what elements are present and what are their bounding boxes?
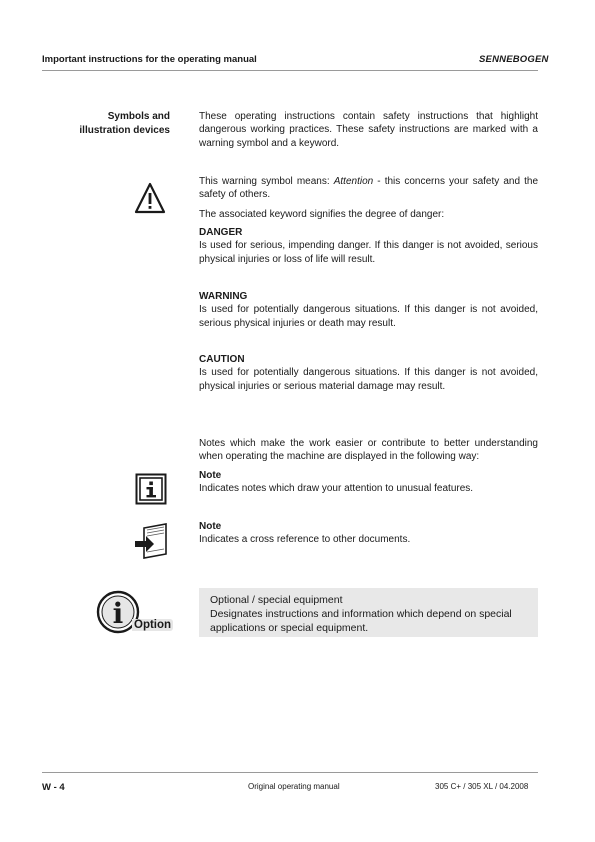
caution-block <box>199 353 538 393</box>
option-text <box>210 594 530 635</box>
svg-text:i: i <box>112 597 124 630</box>
footer-right: 305 C+ / 305 XL / 04.2008 <box>435 782 529 791</box>
note-block-1 <box>199 469 538 496</box>
danger-text: Is used for serious, impending danger. If this danger is not avoided, serious physical injuries or loss of life will result. <box>199 240 538 265</box>
warning-block <box>199 290 538 330</box>
warning-triangle-icon <box>134 181 166 215</box>
notes-intro: Notes which make the work easier or contribute to better understanding when operating the machine are displayed in the following way: <box>199 438 538 463</box>
danger-title: DANGER <box>199 227 243 238</box>
note1-title: Note <box>199 470 222 481</box>
option-icon <box>96 590 176 638</box>
cross-reference-book-icon <box>132 522 172 562</box>
note2-text: Indicates a cross reference to other documents. <box>199 534 411 546</box>
warning-symbol-pre: This warning symbol means: <box>199 176 334 187</box>
section-heading-line2: illustration devices <box>79 124 170 136</box>
keyword-intro: The associated keyword signifies the degree of danger: <box>199 209 445 220</box>
header-divider <box>42 70 538 71</box>
note-block-2 <box>199 520 538 547</box>
warning-symbol-attention: Attention <box>333 176 374 187</box>
footer-center: Original operating manual <box>248 782 340 791</box>
danger-block <box>199 226 538 266</box>
option-icon-label: Option <box>134 619 172 631</box>
footer-divider <box>42 772 538 773</box>
option-box <box>199 588 538 637</box>
warning-text: Is used for potentially dangerous situations. If this danger is not avoided, serious physical injuries or death may result. <box>199 304 538 329</box>
caution-title: CAUTION <box>199 354 245 365</box>
header-title: Important instructions for the operating manual <box>42 54 257 65</box>
section-heading-line1: Symbols and <box>107 111 170 122</box>
page-number: W - 4 <box>42 782 65 793</box>
intro-paragraph: These operating instructions contain safety instructions that highlight dangerous working practices. These safety instructions are marked with a warning symbol and a keyword. <box>199 111 538 149</box>
brand-logo: SENNEBOGEN <box>479 54 549 65</box>
info-note-icon <box>135 473 167 505</box>
note1-text: Indicates notes which draw your attention to unusual features. <box>199 483 474 495</box>
option-line1: Optional / special equipment <box>210 594 343 606</box>
warning-symbol-paragraph <box>199 175 538 202</box>
warning-title: WARNING <box>199 291 248 302</box>
option-line2: Designates instructions and information which depend on special applications or special equipment. <box>210 607 512 634</box>
caution-text: Is used for potentially dangerous situations. If this danger is not avoided, physical injuries or serious material damage may result. <box>199 367 538 392</box>
warning-symbol-post: - this concerns your safety and the safety of others. <box>199 176 539 201</box>
note2-title: Note <box>199 521 222 532</box>
section-heading <box>42 110 170 137</box>
